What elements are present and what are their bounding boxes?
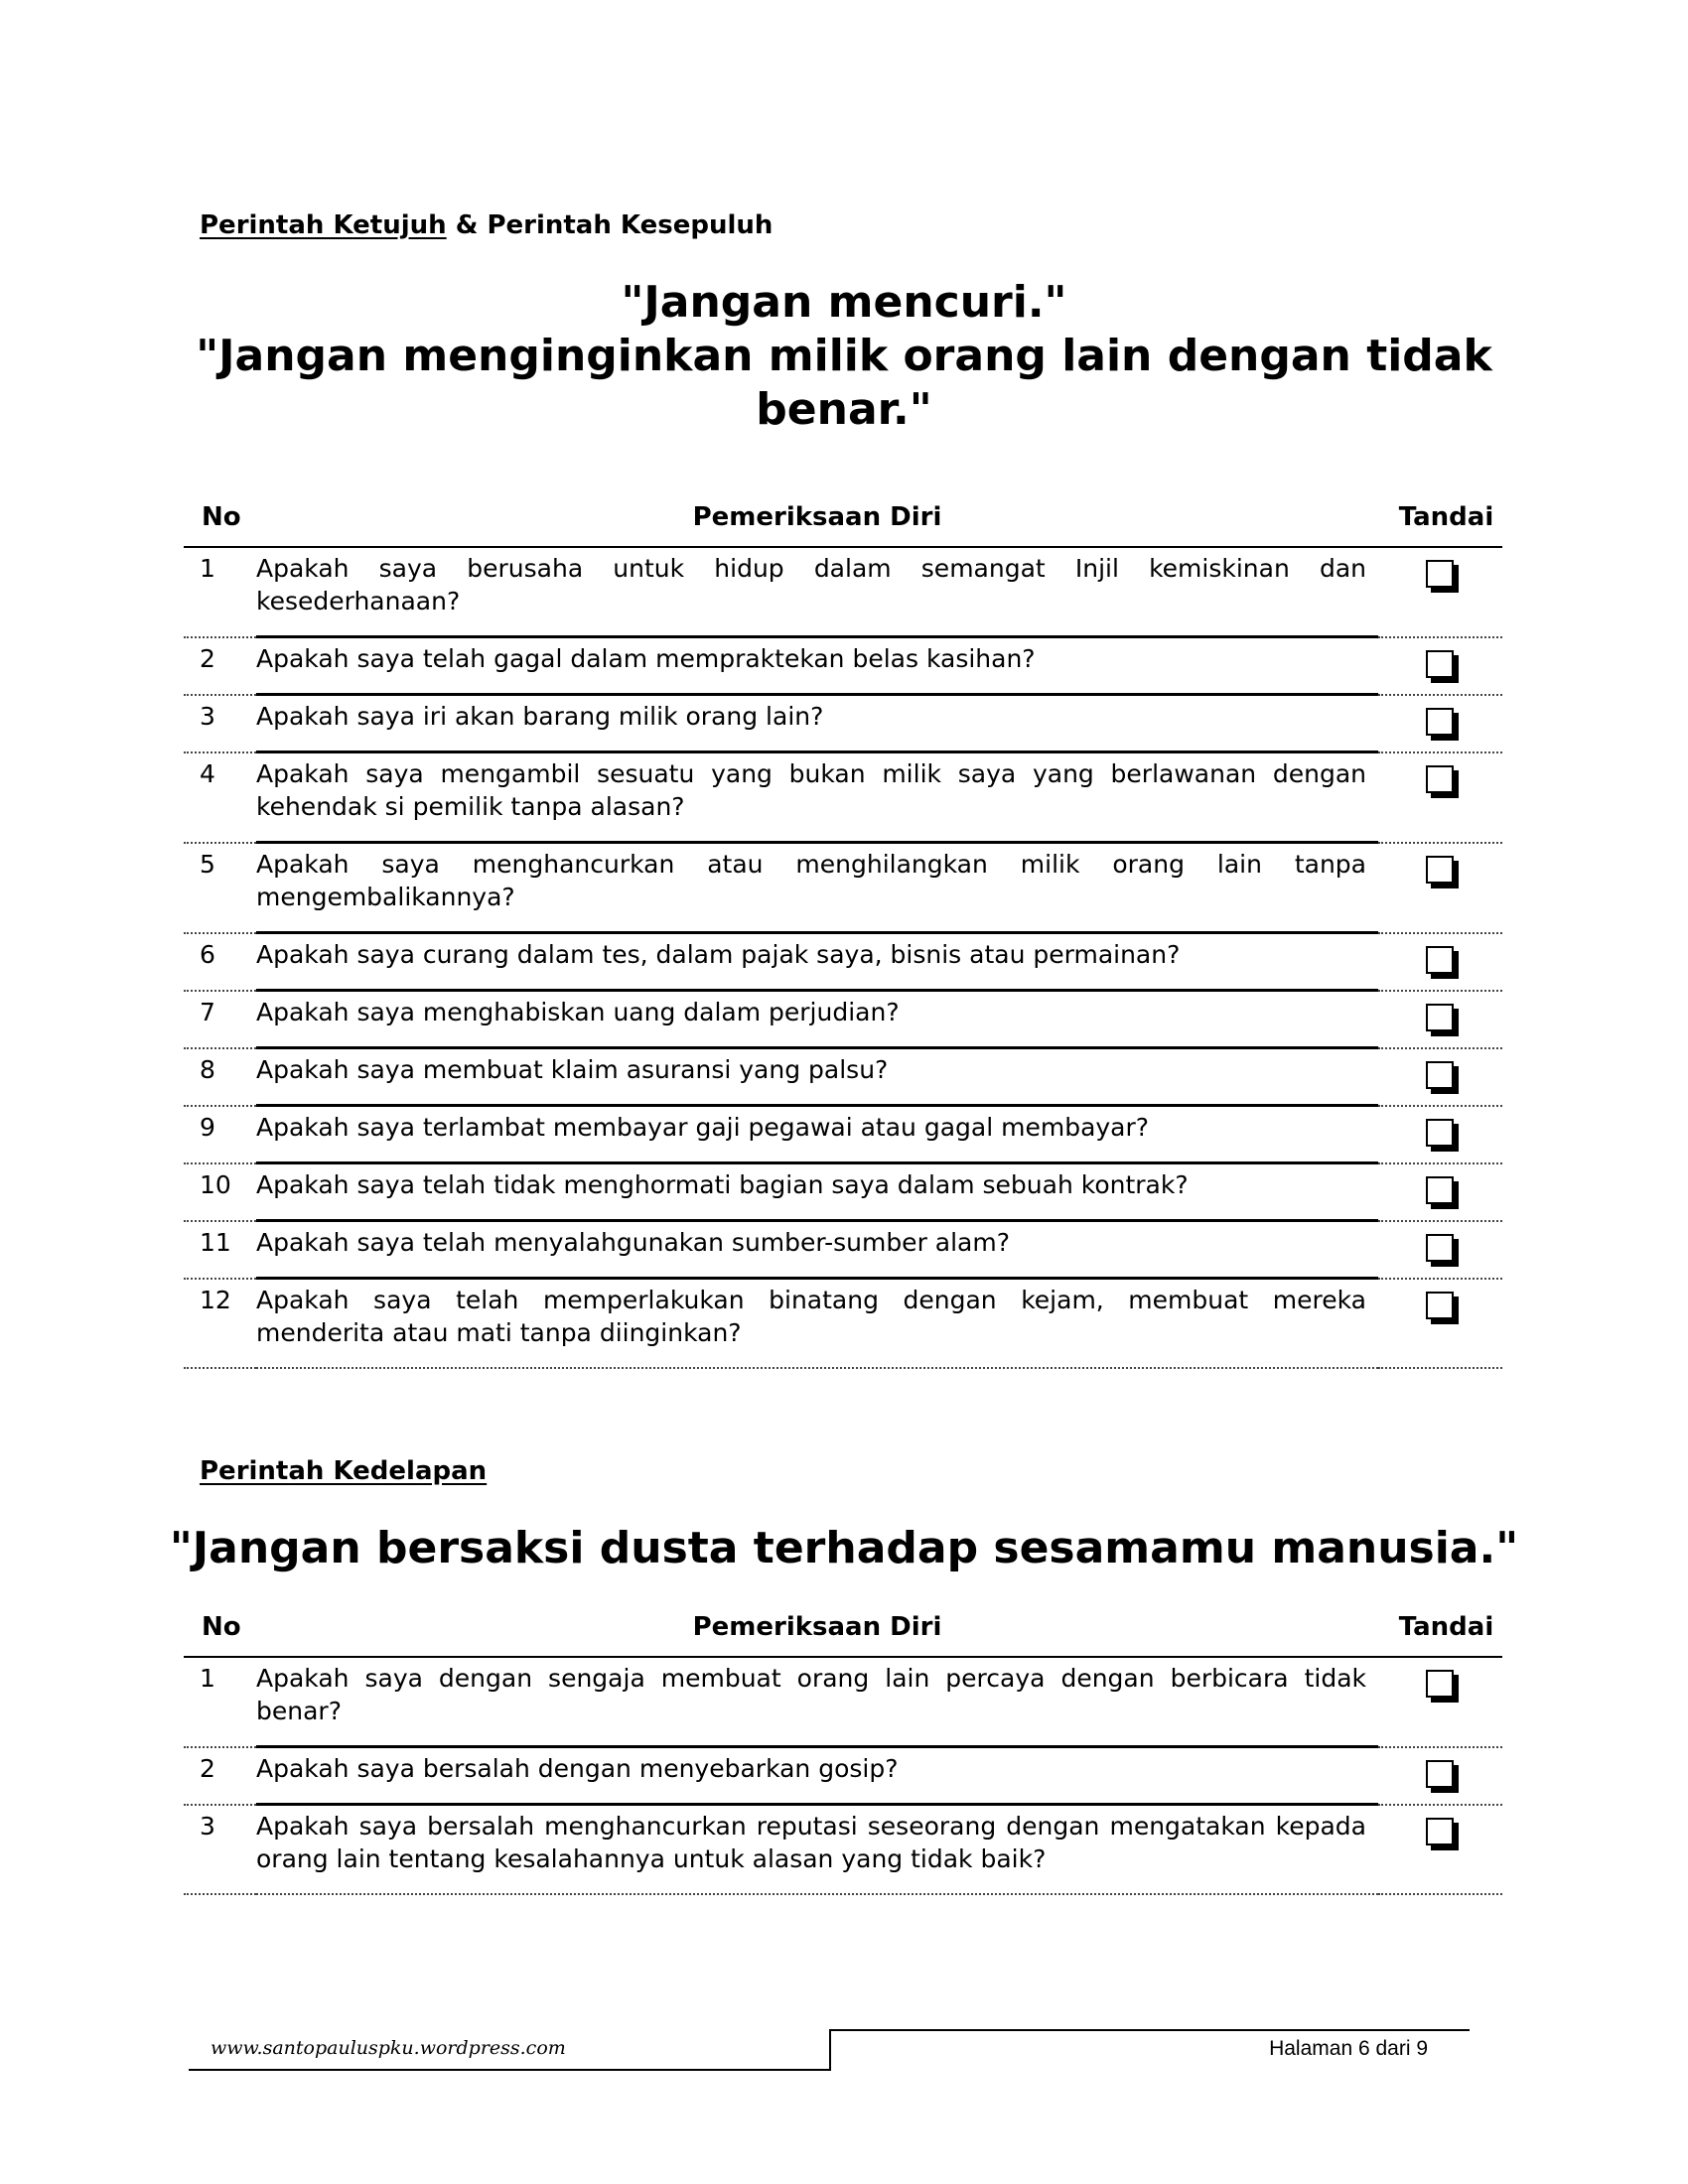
question-text: Apakah saya membuat klaim asuransi yang palsu? [256,1055,889,1084]
table-header [184,502,1502,546]
checkbox-icon[interactable] [1426,1234,1454,1262]
title-line: "Jangan mencuri." [621,277,1067,328]
row-number: 2 [184,638,256,696]
checkbox-icon[interactable] [1426,1818,1454,1845]
question-text: Apakah saya bersalah menghancurkan reputasi seseorang dengan mengatakan kepada orang lain tentang kesalahannya untuk alasan yang tidak baik? [256,1812,1366,1873]
row-number: 2 [184,1748,256,1806]
row-number: 6 [184,934,256,992]
table-row [184,1748,1502,1806]
checkbox-icon[interactable] [1426,560,1454,588]
page-footer [189,2015,1470,2075]
row-question [256,638,1378,696]
header-mark: Tandai [1398,502,1494,532]
question-text: Apakah saya iri akan barang milik orang lain? [256,702,824,731]
checkbox-icon[interactable] [1426,1292,1454,1319]
table-row [184,1280,1502,1369]
row-mark-cell [1378,548,1502,638]
checkbox-icon[interactable] [1426,856,1454,884]
question-text: Apakah saya curang dalam tes, dalam pajak saya, bisnis atau permainan? [256,940,1181,969]
header-no: No [202,502,241,532]
header-mark: Tandai [1398,1612,1494,1642]
table-row [184,934,1502,992]
row-mark-cell [1378,1222,1502,1280]
row-number: 7 [184,992,256,1049]
table-row [184,1222,1502,1280]
checkbox-icon[interactable] [1426,650,1454,678]
section-label-underlined: Perintah Ketujuh [200,210,447,240]
table-header [184,1612,1502,1656]
checkbox-icon[interactable] [1426,1670,1454,1698]
row-number: 3 [184,1806,256,1895]
row-mark-cell [1378,992,1502,1049]
footer-website-link[interactable]: www.santopauluspku.wordpress.com [211,2037,566,2059]
row-question [256,844,1378,934]
title-line: "Jangan bersaksi dusta terhadap sesamamu manusia." [169,1523,1519,1573]
table-body [184,1658,1502,1895]
checkbox-icon[interactable] [1426,1119,1454,1147]
commandment-title-8 [0,1522,1688,1575]
question-text: Apakah saya menghabiskan uang dalam perjudian? [256,998,900,1026]
row-number: 5 [184,844,256,934]
table-row [184,1164,1502,1222]
footer-rule-right [829,2029,1470,2031]
table-row [184,548,1502,638]
question-text: Apakah saya telah tidak menghormati bagian saya dalam sebuah kontrak? [256,1170,1189,1199]
examination-table-8 [184,1612,1502,1895]
row-mark-cell [1378,1280,1502,1369]
row-question [256,548,1378,638]
checkbox-icon[interactable] [1426,1760,1454,1788]
row-question [256,753,1378,844]
table-row [184,1658,1502,1748]
question-text: Apakah saya telah memperlakukan binatang dengan kejam, membuat mereka menderita atau mati tanpa diinginkan? [256,1286,1366,1347]
table-row [184,753,1502,844]
table-row [184,992,1502,1049]
row-mark-cell [1378,844,1502,934]
commandment-title-7-10 [0,276,1688,437]
section-label-rest: & Perintah Kesepuluh [446,210,774,240]
row-question [256,1748,1378,1806]
row-question [256,992,1378,1049]
examination-table-7-10 [184,502,1502,1369]
question-text: Apakah saya telah gagal dalam mempraktekan belas kasihan? [256,644,1036,673]
row-question [256,1658,1378,1748]
row-question [256,1280,1378,1369]
row-mark-cell [1378,696,1502,753]
row-mark-cell [1378,1164,1502,1222]
checkbox-icon[interactable] [1426,708,1454,736]
footer-rule-left [189,2069,829,2071]
question-text: Apakah saya terlambat membayar gaji pegawai atau gagal membayar? [256,1113,1150,1142]
table-body [184,548,1502,1369]
row-question [256,1049,1378,1107]
question-text: Apakah saya berusaha untuk hidup dalam semangat Injil kemiskinan dan kesederhanaan? [256,554,1366,615]
table-row [184,696,1502,753]
row-number: 4 [184,753,256,844]
checkbox-icon[interactable] [1426,765,1454,793]
header-description: Pemeriksaan Diri [692,1612,942,1642]
footer-rule-divider [829,2029,831,2071]
section-label-underlined: Perintah Kedelapan [200,1456,488,1486]
question-text: Apakah saya bersalah dengan menyebarkan gosip? [256,1754,899,1783]
table-row [184,1107,1502,1164]
row-mark-cell [1378,1806,1502,1895]
title-line: benar." [756,384,932,435]
row-question [256,1107,1378,1164]
table-row [184,1806,1502,1895]
row-question [256,1164,1378,1222]
checkbox-icon[interactable] [1426,1004,1454,1031]
row-mark-cell [1378,1107,1502,1164]
row-question [256,1806,1378,1895]
checkbox-icon[interactable] [1426,1176,1454,1204]
header-no: No [202,1612,241,1642]
row-number: 8 [184,1049,256,1107]
row-mark-cell [1378,1748,1502,1806]
checkbox-icon[interactable] [1426,946,1454,974]
row-number: 11 [184,1222,256,1280]
header-description: Pemeriksaan Diri [692,502,942,532]
row-mark-cell [1378,753,1502,844]
row-question [256,934,1378,992]
question-text: Apakah saya menghancurkan atau menghilangkan milik orang lain tanpa mengembalikannya? [256,850,1366,911]
question-text: Apakah saya dengan sengaja membuat orang lain percaya dengan berbicara tidak benar? [256,1664,1366,1725]
page-number: Halaman 6 dari 9 [1269,2037,1428,2060]
row-question [256,696,1378,753]
table-row [184,844,1502,934]
row-mark-cell [1378,638,1502,696]
row-number: 1 [184,548,256,638]
row-number: 10 [184,1164,256,1222]
row-mark-cell [1378,1049,1502,1107]
row-number: 1 [184,1658,256,1748]
row-mark-cell [1378,934,1502,992]
title-line: "Jangan menginginkan milik orang lain dengan tidak [196,331,1492,381]
section-label-7-10 [200,210,773,240]
row-number: 3 [184,696,256,753]
row-number: 12 [184,1280,256,1369]
question-text: Apakah saya telah menyalahgunakan sumber-sumber alam? [256,1228,1010,1257]
table-row [184,638,1502,696]
section-label-8 [200,1456,487,1486]
row-mark-cell [1378,1658,1502,1748]
checkbox-icon[interactable] [1426,1061,1454,1089]
row-number: 9 [184,1107,256,1164]
table-row [184,1049,1502,1107]
row-question [256,1222,1378,1280]
question-text: Apakah saya mengambil sesuatu yang bukan milik saya yang berlawanan dengan kehendak si pemilik tanpa alasan? [256,759,1366,821]
